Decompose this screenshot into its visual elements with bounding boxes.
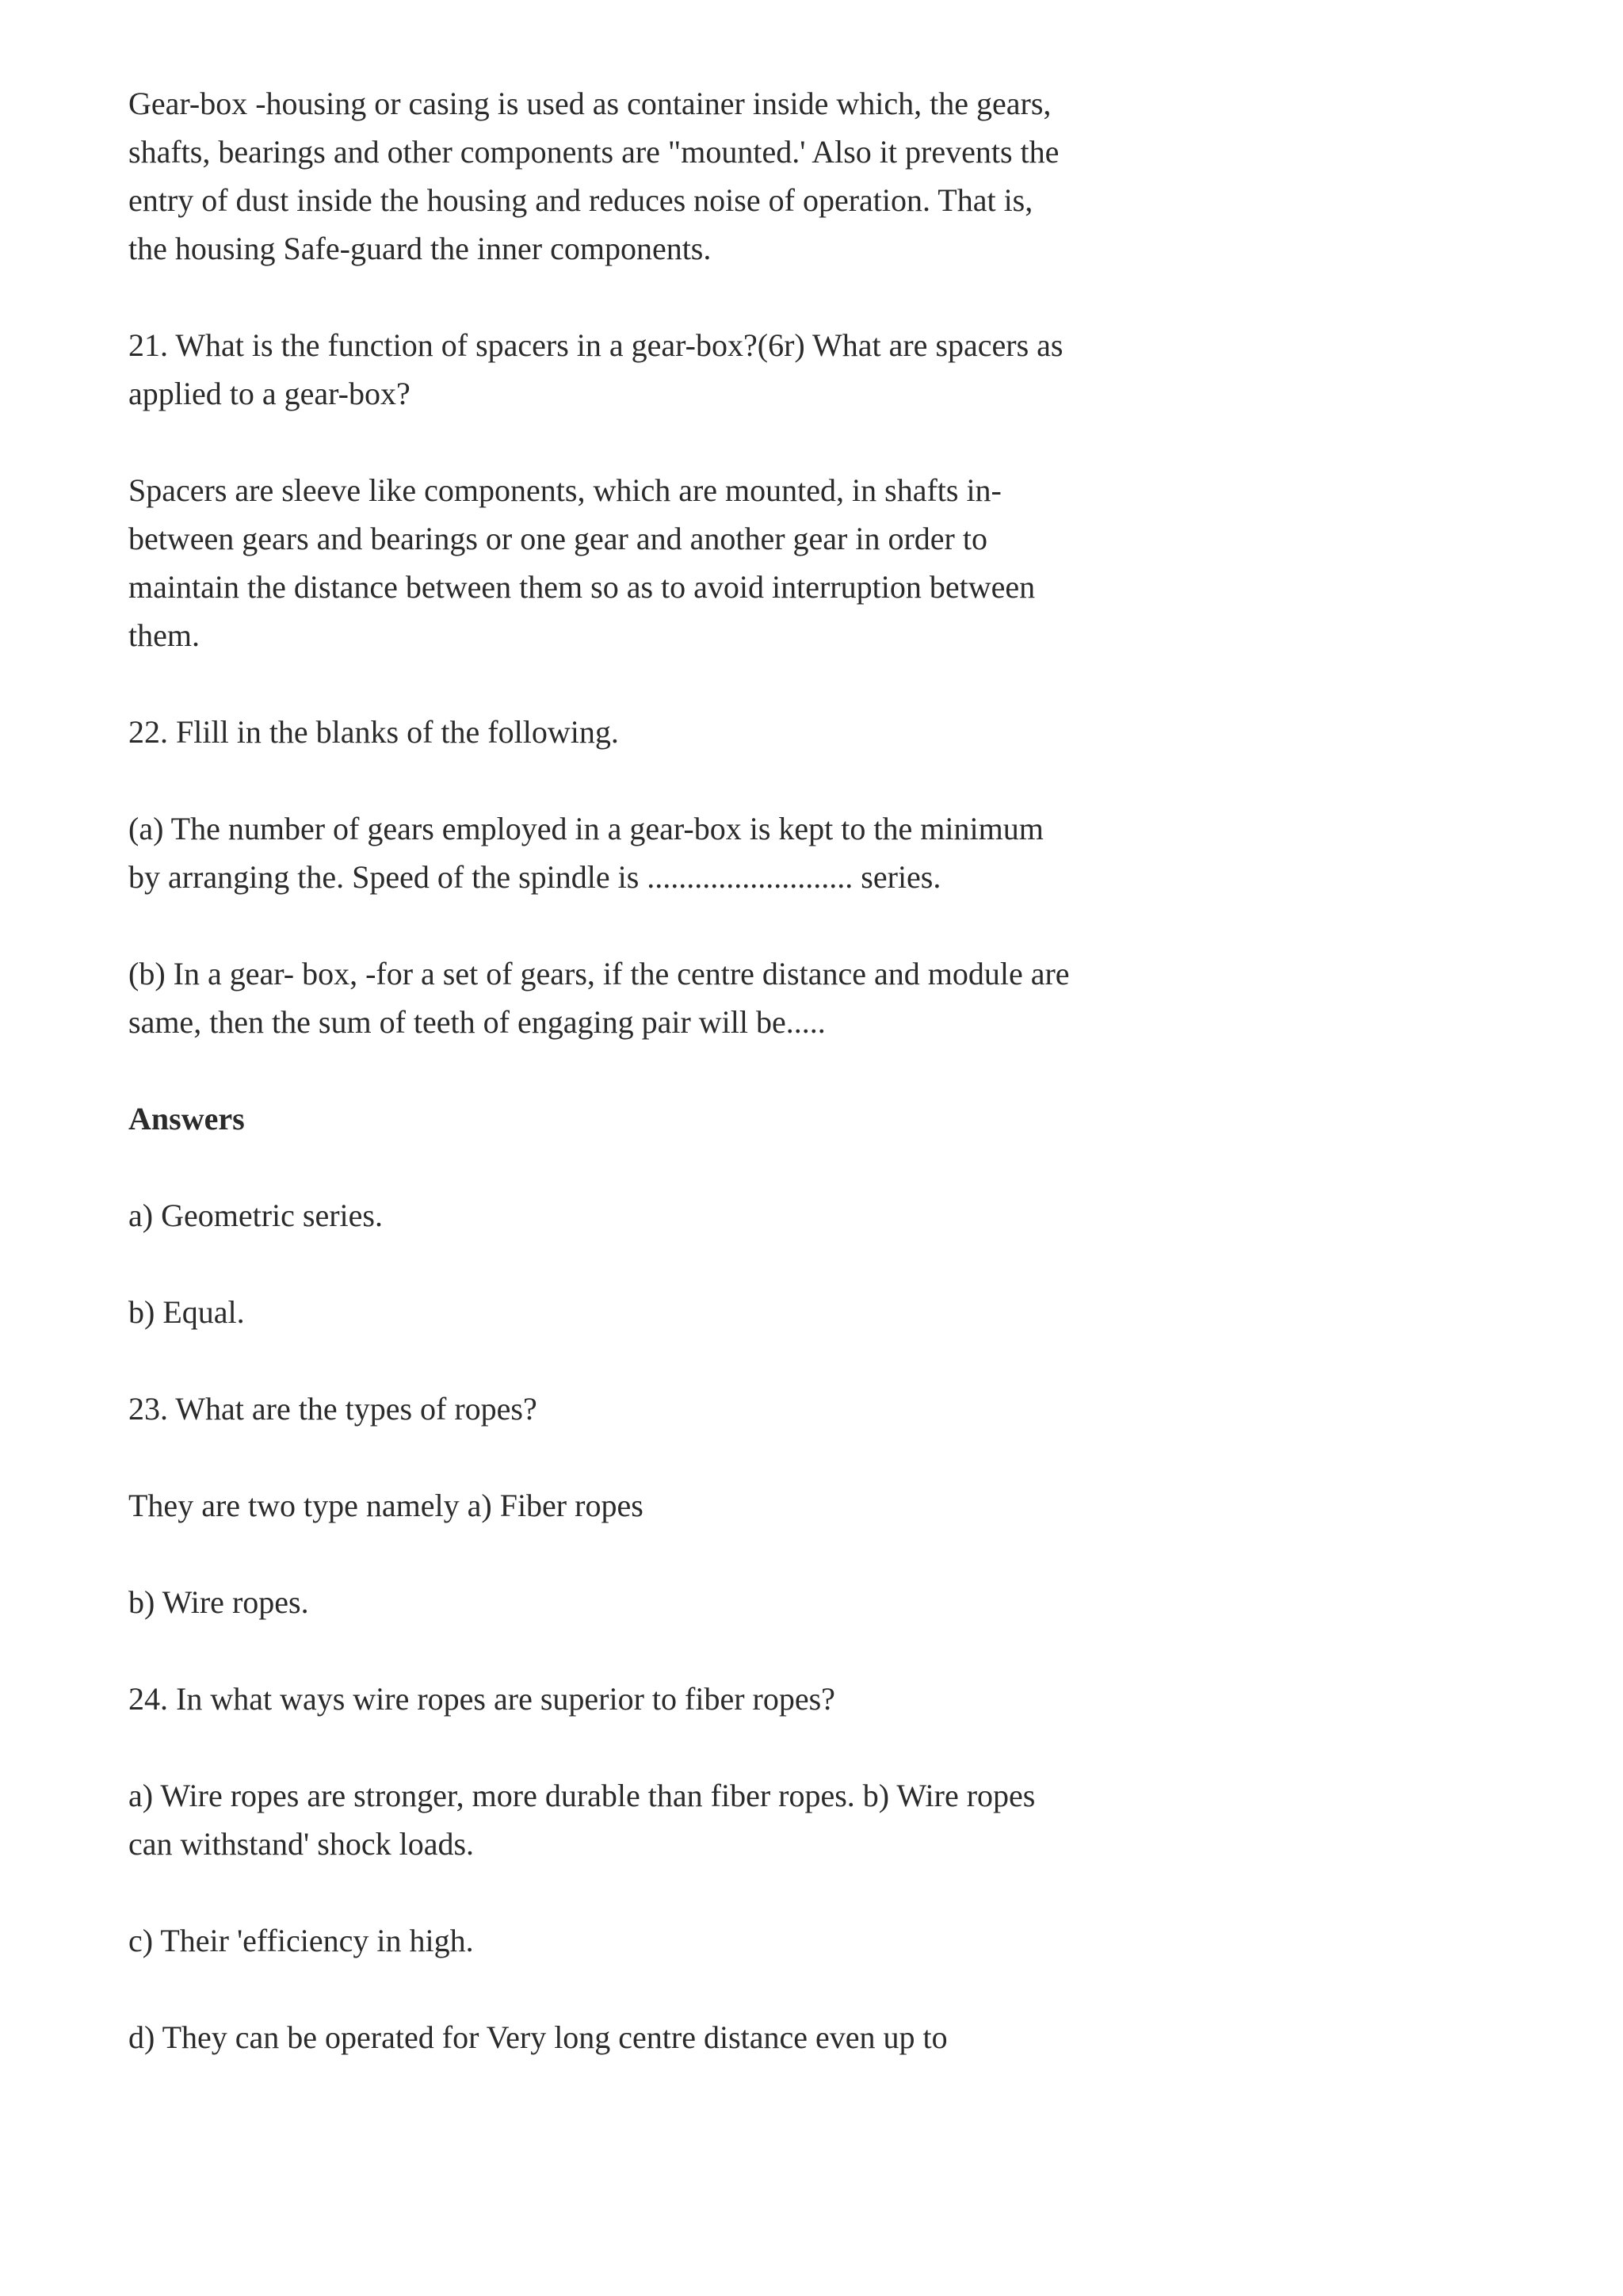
question-22-a: (a) The number of gears employed in a gear-box is kept to the minimum by arranging the. Speed of the spindle is .......................... series. (128, 811, 1044, 895)
question-22: 22. Flill in the blanks of the following. (128, 714, 619, 750)
answer-24-d: d) They can be operated for Very long centre distance even up to (128, 2019, 948, 2055)
answer-22-a: a) Geometric series. (128, 1198, 383, 1233)
paragraph-gearbox-housing: Gear-box -housing or casing is used as container inside which, the gears, shafts, bearings and other components are "mounted.' Also it prevents the entry of dust inside the housing and reduces noise of operation. That is, the housing Safe-guard the inner components. (128, 86, 1060, 266)
answer-22-b: b) Equal. (128, 1294, 245, 1330)
answer-23-a: They are two type namely a) Fiber ropes (128, 1488, 643, 1523)
answer-24-ab: a) Wire ropes are stronger, more durable than fiber ropes. b) Wire ropes can withstand' shock loads. (128, 1778, 1036, 1862)
answers-heading: Answers (128, 1101, 245, 1137)
question-22-b: (b) In a gear- box, -for a set of gears, if the centre distance and module are same, then the sum of teeth of engaging pair will be..... (128, 956, 1070, 1040)
question-21: 21. What is the function of spacers in a gear-box?(6r) What are spacers as applied to a gear-box? (128, 327, 1064, 411)
answer-24-c: c) Their 'efficiency in high. (128, 1923, 474, 1958)
question-24: 24. In what ways wire ropes are superior to fiber ropes? (128, 1681, 835, 1717)
answer-23-b: b) Wire ropes. (128, 1584, 309, 1620)
answer-21: Spacers are sleeve like components, which are mounted, in shafts in-between gears and bearings or one gear and another gear in order to maintain the distance between them so as to avoid interruption between them. (128, 472, 1036, 653)
document-body (128, 79, 1079, 2110)
question-23: 23. What are the types of ropes? (128, 1391, 537, 1427)
